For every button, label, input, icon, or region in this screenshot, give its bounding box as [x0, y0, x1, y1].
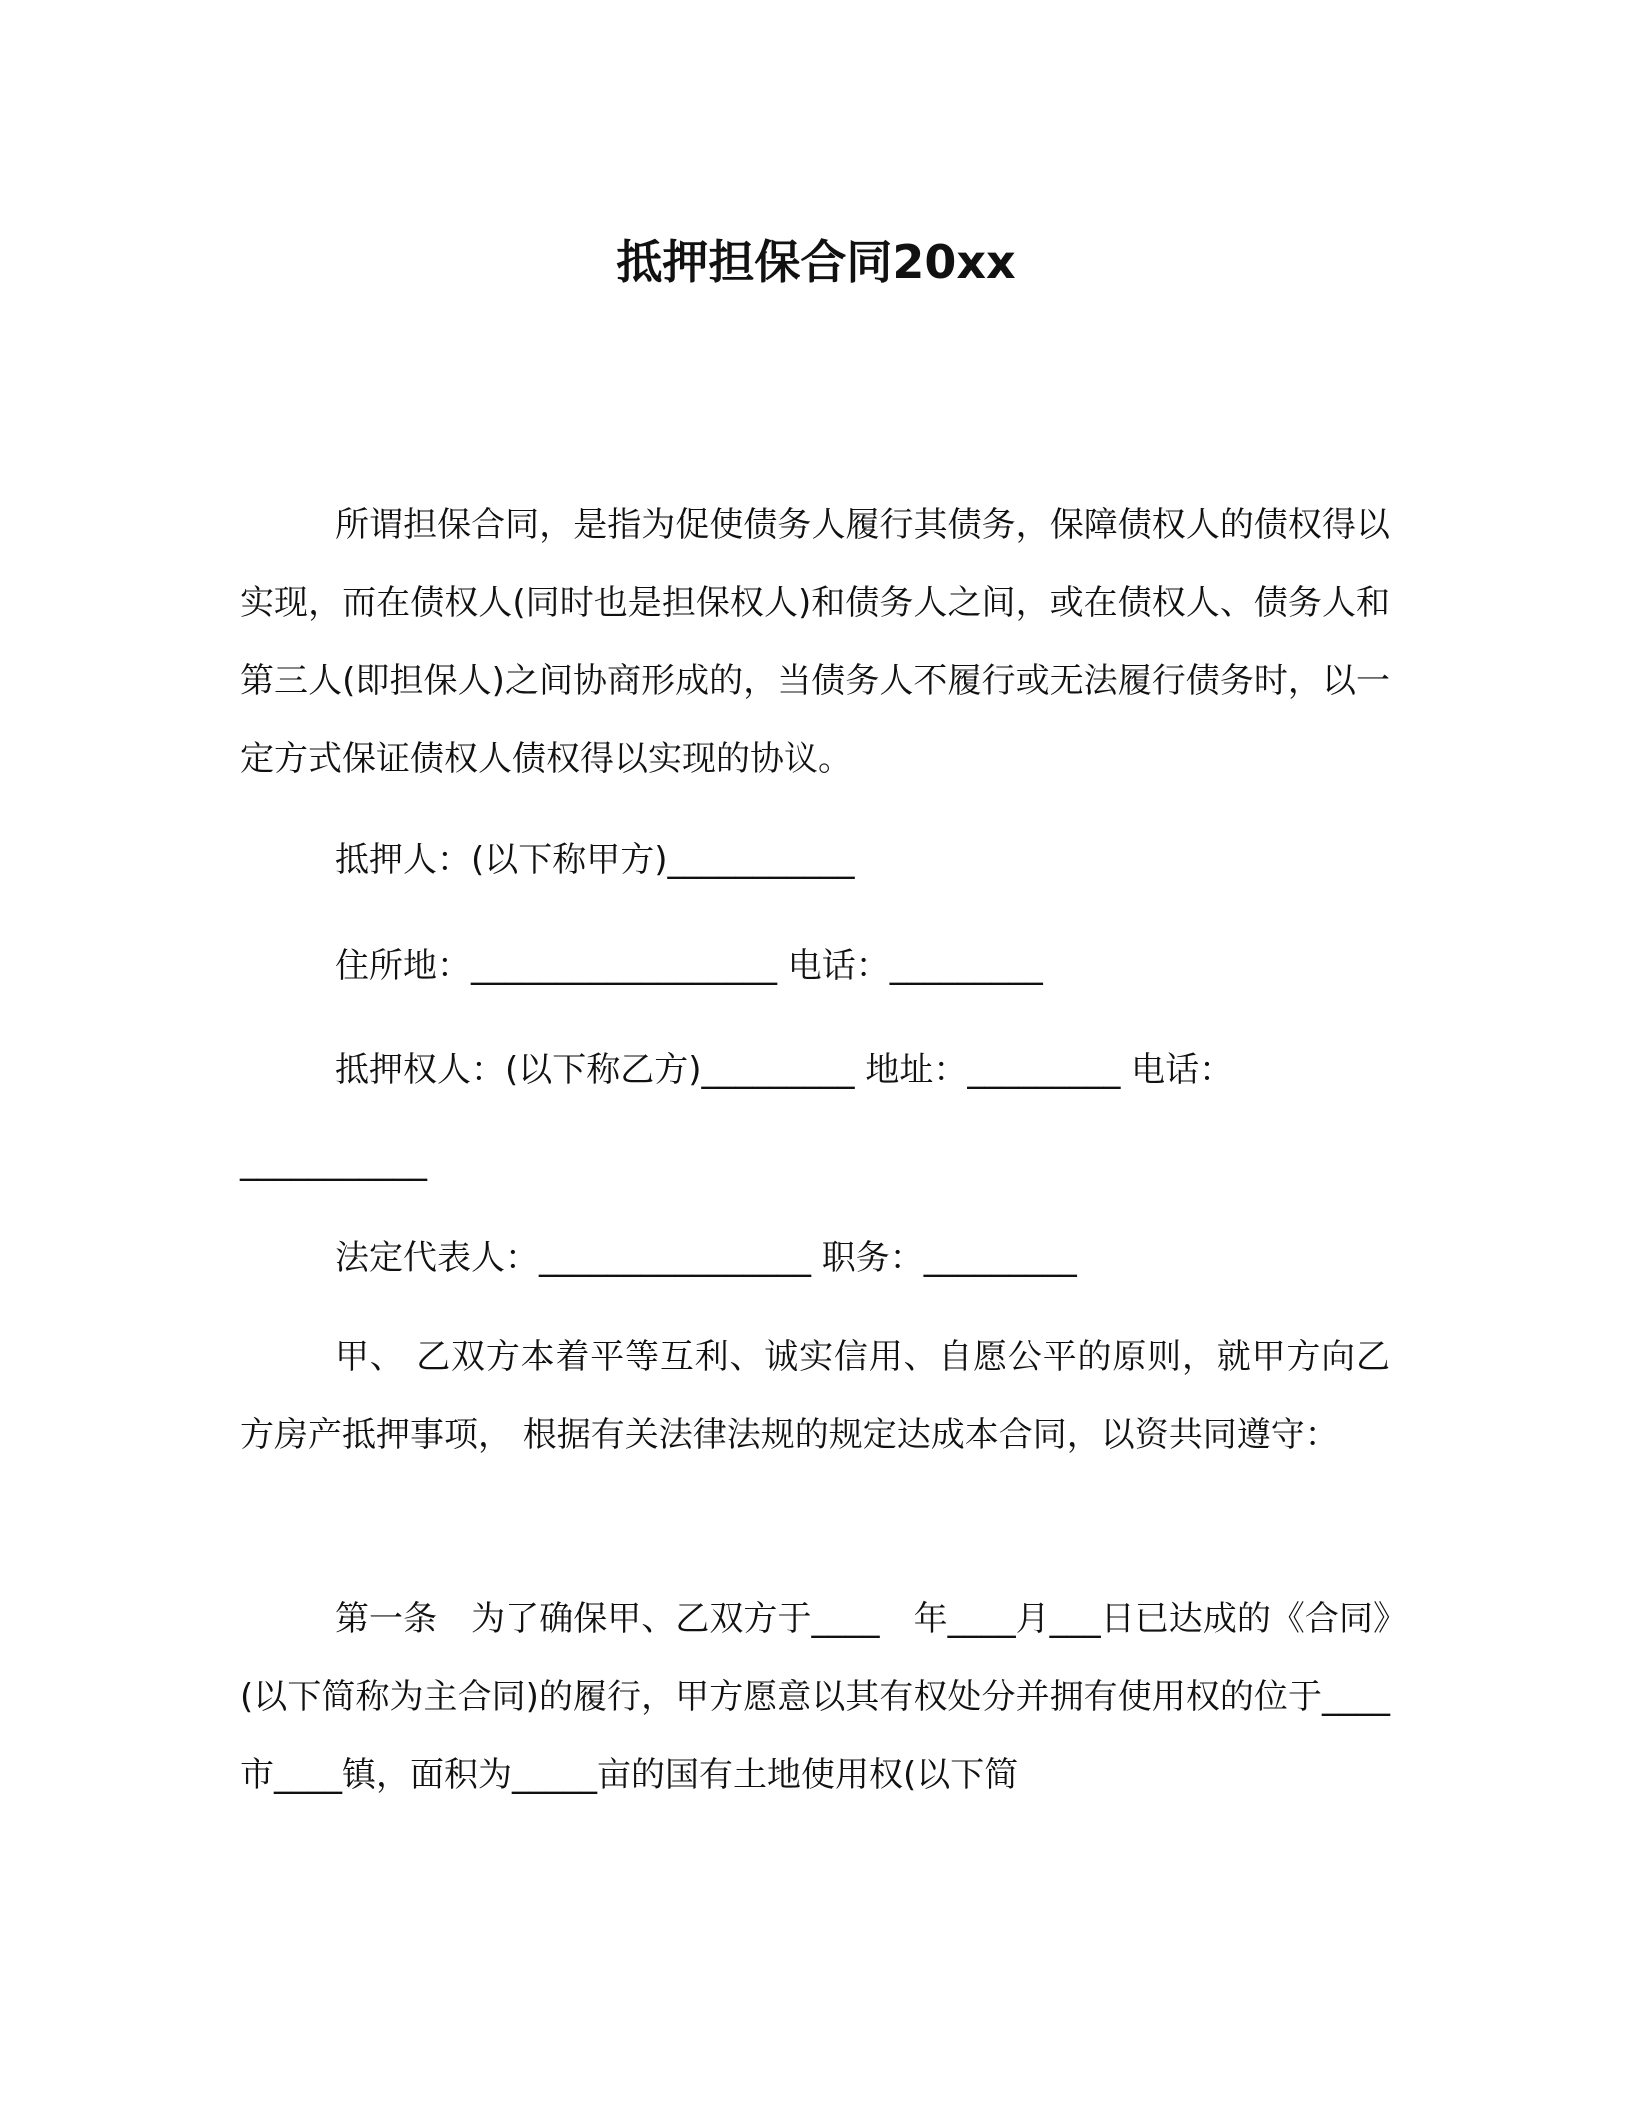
address-line: 住所地：__________________ 电话：_________ — [335, 946, 1043, 986]
mortgagee-line: 抵押权人：(以下称乙方)_________ 地址：_________ 电话： — [335, 1050, 1234, 1090]
mortgagor-line: 抵押人：(以下称甲方)___________ — [335, 840, 855, 880]
mortgagee-line-continued: ___________ — [240, 1142, 427, 1182]
preamble-paragraph — [240, 1318, 1390, 1474]
document-title: 抵押担保合同20xx — [616, 235, 1016, 289]
intro-paragraph — [240, 486, 1390, 798]
preamble-text: 甲、 乙双方本着平等互利、诚实信用、自愿公平的原则，就甲方向乙方房产抵押事项， 根据有关法律法规的规定达成本合同，以资共同遵守： — [240, 1337, 1390, 1455]
article-1-paragraph — [240, 1580, 1390, 1814]
intro-text: 所谓担保合同，是指为促使债务人履行其债务，保障债权人的债权得以实现，而在债权人(同时也是担保权人)和债务人之间，或在债权人、债务人和第三人(即担保人)之间协商形成的，当债务人不履行或无法履行债务时，以一定方式保证债权人债权得以实现的协议。 — [240, 505, 1390, 779]
article-1-text: 第一条 为了确保甲、乙双方于____ 年____月___日已达成的《合同》(以下简称为主合同)的履行，甲方愿意以其有权处分并拥有使用权的位于____市____镇，面积为_____亩的国有土地使用权(以下简 — [240, 1599, 1390, 1795]
legal-representative-line: 法定代表人：________________ 职务：_________ — [335, 1238, 1077, 1278]
